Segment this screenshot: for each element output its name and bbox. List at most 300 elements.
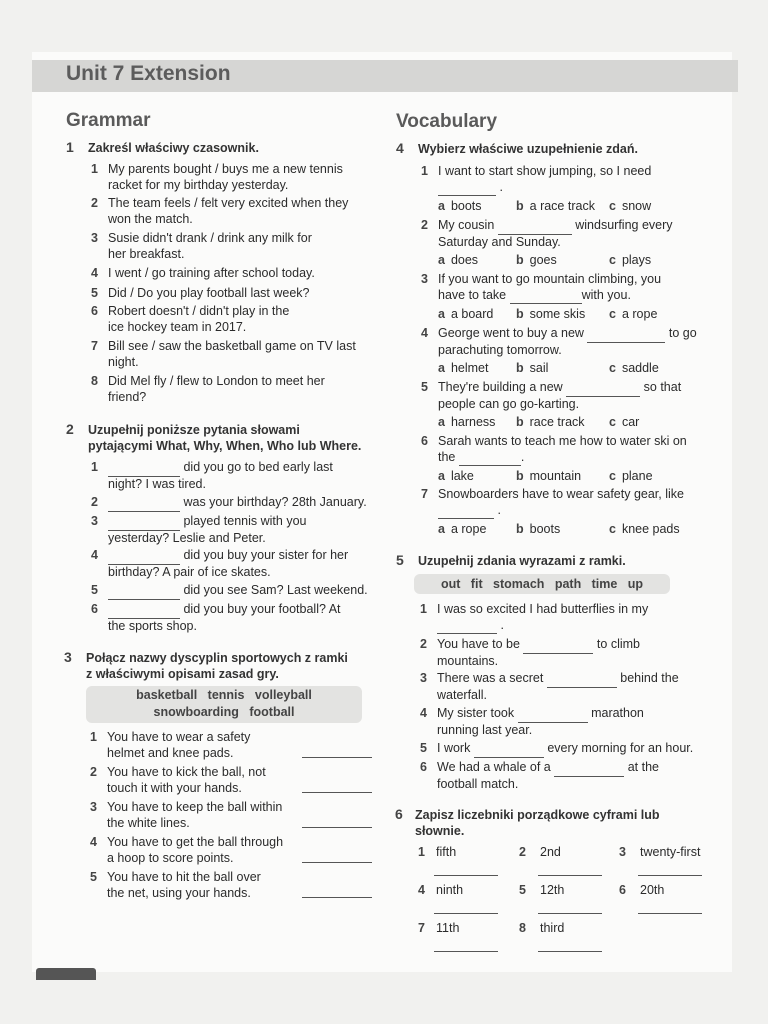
ex3-item (90, 870, 307, 901)
ordinal-number: 8 (519, 921, 526, 935)
ex1-item (91, 196, 378, 227)
item-number: 1 (421, 164, 428, 178)
item-text: . (520, 449, 525, 464)
item-line2 (438, 450, 728, 467)
answer-blank[interactable] (474, 741, 544, 758)
item-text: I was so excited I had butterflies in my (437, 602, 649, 616)
option-text: goes (529, 253, 557, 267)
item-line1 (437, 760, 732, 777)
option-text: a rope (450, 522, 487, 536)
vocabulary-heading: Vocabulary (396, 111, 498, 132)
item-line2: helmet and knee pads. (107, 745, 234, 760)
option-a[interactable] (438, 469, 474, 483)
item-line1 (437, 706, 732, 723)
item-number: 5 (91, 583, 98, 597)
item-line2: ice hockey team in 2017. (108, 319, 247, 334)
ex3-instruction-line1: Połącz nazwy dyscyplin sportowych z ramki (86, 651, 348, 665)
ex5-item (420, 760, 732, 792)
option-text: a race track (529, 199, 595, 213)
answer-blank[interactable] (108, 514, 180, 531)
item-line1: My parents bought / buys me a new tennis (108, 162, 343, 176)
option-letter: b (516, 199, 524, 213)
item-text: I want to start show jumping, so I need (438, 164, 652, 178)
answer-blank[interactable] (108, 548, 180, 565)
ordinal-value: 11th (436, 921, 460, 935)
answer-blank[interactable] (108, 602, 180, 619)
ex1-item (91, 266, 378, 282)
ex4-item (421, 434, 728, 466)
item-text: at the (627, 760, 659, 774)
item-line1: The team feels / felt very excited when they (108, 196, 349, 210)
item-number: 5 (421, 380, 428, 394)
item-text: Saturday and Sunday. (438, 234, 561, 249)
ex5-item (420, 637, 732, 669)
item-text: . (499, 179, 503, 194)
option-letter: c (609, 199, 616, 213)
item-number: 6 (420, 760, 427, 774)
item-text: parachuting tomorrow. (438, 342, 562, 357)
item-line1 (438, 272, 728, 288)
option-a[interactable] (438, 415, 495, 429)
item-number: 7 (91, 339, 98, 353)
ex2-item (91, 514, 383, 546)
ex2-item (91, 495, 383, 512)
item-line2: the net, using your hands. (107, 885, 251, 900)
ex3-item (90, 800, 307, 831)
item-number: 2 (90, 765, 97, 779)
item-text: football match. (437, 776, 519, 791)
ex2-item (91, 548, 383, 580)
option-letter: a (438, 307, 445, 321)
answer-blank[interactable] (566, 380, 640, 397)
option-letter: a (438, 469, 445, 483)
option-a[interactable] (438, 361, 488, 375)
item-line2: friend? (108, 389, 147, 404)
vocab-word-box: out fit stomach path time up (414, 574, 670, 594)
answer-line[interactable] (302, 897, 372, 898)
ordinal-answer-line[interactable] (638, 913, 702, 914)
ordinal-answer-line[interactable] (434, 875, 498, 876)
answer-line[interactable] (302, 827, 372, 828)
item-line1: You have to keep the ball within (107, 800, 283, 814)
ex6-number: 6 (395, 806, 403, 822)
option-b[interactable] (516, 522, 560, 536)
ordinal-number: 6 (619, 883, 626, 897)
option-text: plays (621, 253, 652, 267)
item-number: 3 (90, 800, 97, 814)
ordinal-value: fifth (436, 845, 457, 859)
option-text: boots (450, 199, 482, 213)
item-number: 2 (91, 196, 98, 210)
item-text: My cousin (438, 218, 495, 232)
ex1-instruction-text: Zakreśl właściwy czasownik. (88, 141, 259, 155)
item-number: 4 (90, 835, 97, 849)
item-number: 3 (91, 231, 98, 245)
item-line1: You have to wear a safety (107, 730, 251, 744)
option-letter: c (609, 253, 616, 267)
option-text: car (621, 415, 640, 429)
option-letter: a (438, 415, 445, 429)
answer-blank[interactable] (459, 450, 521, 467)
item-line1: Susie didn't drank / drink any milk for (108, 231, 312, 245)
item-line1 (437, 602, 732, 618)
item-line1: Robert doesn't / didn't play in the (108, 304, 290, 318)
option-letter: b (516, 522, 524, 536)
option-a[interactable] (438, 307, 493, 321)
option-text: a rope (621, 307, 658, 321)
ex3-instruction-line2: z właściwymi opisami zasad gry. (86, 667, 279, 681)
ex3-item (90, 730, 307, 761)
item-text: did you buy your sister for her (183, 548, 349, 562)
answer-blank[interactable] (108, 583, 180, 600)
option-letter: a (438, 253, 445, 267)
item-line2: birthday? A pair of ice skates. (108, 564, 271, 579)
item-number: 3 (420, 671, 427, 685)
item-text: every morning for an hour. (547, 741, 694, 755)
item-line1 (108, 602, 383, 619)
ex2-instruction (66, 421, 362, 454)
item-text: with you. (581, 287, 631, 302)
item-number: 6 (421, 434, 428, 448)
item-text: I work (437, 741, 471, 755)
item-line1 (108, 548, 383, 565)
option-b[interactable] (516, 361, 548, 375)
ordinal-value: ninth (436, 883, 464, 897)
ordinal-number: 2 (519, 845, 526, 859)
option-text: helmet (450, 361, 489, 375)
option-letter: b (516, 415, 524, 429)
option-c[interactable] (609, 415, 639, 429)
item-text: played tennis with you (183, 514, 307, 528)
item-line1 (438, 487, 728, 503)
ordinal-answer-line[interactable] (538, 913, 602, 914)
option-a[interactable] (438, 199, 482, 213)
item-text: did you go to bed early last (183, 460, 333, 474)
ex5-item (420, 741, 732, 758)
ordinal-answer-line[interactable] (638, 875, 702, 876)
item-line1: I went / go training after school today. (108, 266, 315, 280)
item-number: 1 (420, 602, 427, 616)
item-line2 (438, 235, 728, 251)
answer-blank[interactable] (437, 618, 497, 635)
ordinal-answer-line[interactable] (538, 875, 602, 876)
item-number: 6 (91, 304, 98, 318)
item-number: 3 (91, 514, 98, 528)
option-text: plane (621, 469, 653, 483)
sports-word-box (86, 686, 362, 723)
ex4-item (421, 326, 728, 358)
item-line2 (437, 777, 732, 793)
ex5-item (420, 706, 732, 738)
ex2-number: 2 (66, 421, 74, 437)
option-text: a board (450, 307, 494, 321)
item-number: 1 (90, 730, 97, 744)
item-text: windsurfing every (575, 218, 673, 232)
item-number: 6 (91, 602, 98, 616)
item-text: behind the (620, 671, 679, 685)
answer-line[interactable] (302, 757, 372, 758)
item-line1: Bill see / saw the basketball game on TV last (108, 339, 356, 353)
item-line1 (108, 495, 383, 512)
option-a[interactable] (438, 253, 478, 267)
item-line2 (437, 688, 732, 704)
ordinal-value: third (540, 921, 565, 935)
item-number: 5 (420, 741, 427, 755)
ex2-instruction-line1: Uzupełnij poniższe pytania słowami (88, 423, 300, 437)
item-text: George went to buy a new (438, 326, 584, 340)
option-a[interactable] (438, 522, 486, 536)
option-letter: c (609, 522, 616, 536)
ex1-item (91, 374, 378, 405)
option-letter: a (438, 361, 445, 375)
ex3-item (90, 765, 307, 796)
answer-blank[interactable] (108, 460, 180, 477)
item-line2 (438, 343, 728, 359)
ex6-instruction-line1: Zapisz liczebniki porządkowe cyframi lub (415, 808, 660, 822)
ordinal-number: 4 (418, 883, 425, 897)
ordinal-value: 20th (640, 883, 665, 897)
option-letter: b (516, 361, 524, 375)
item-line1 (438, 164, 728, 180)
sports-box-line1: basketball tennis volleyball (136, 688, 312, 702)
option-b[interactable] (516, 253, 557, 267)
option-text: sail (529, 361, 549, 375)
item-text: There was a secret (437, 671, 544, 685)
ex3-instruction (64, 649, 348, 682)
option-text: some skis (529, 307, 586, 321)
item-line2 (438, 397, 728, 413)
option-b[interactable] (516, 199, 595, 213)
ordinal-value: 2nd (540, 845, 561, 859)
item-line2: won the match. (108, 211, 193, 226)
option-c[interactable] (609, 361, 659, 375)
option-b[interactable] (516, 415, 585, 429)
ex3-item (90, 835, 307, 866)
item-line1: You have to kick the ball, not (107, 765, 266, 779)
option-b[interactable] (516, 469, 581, 483)
ex1-item (91, 231, 378, 262)
item-text: mountains. (437, 653, 499, 668)
item-text: the (438, 449, 456, 464)
ex4-item (421, 487, 728, 519)
item-number: 1 (91, 460, 98, 474)
item-line1 (437, 637, 732, 654)
ex5-item (420, 671, 732, 703)
option-text: knee pads (621, 522, 680, 536)
item-text: Sarah wants to teach me how to water ski on (438, 434, 687, 448)
option-c[interactable] (609, 199, 651, 213)
ex4-item (421, 272, 728, 304)
ex2-item (91, 583, 383, 600)
item-number: 4 (91, 548, 98, 562)
answer-line[interactable] (302, 792, 372, 793)
ordinal-number: 3 (619, 845, 626, 859)
answer-blank[interactable] (438, 180, 496, 197)
option-letter: c (609, 469, 616, 483)
ex4-instruction (396, 140, 638, 157)
item-text: did you see Sam? Last weekend. (183, 583, 368, 597)
ex1-item (91, 339, 378, 370)
item-line2 (437, 723, 732, 739)
ex1-item (91, 162, 378, 193)
item-line2: racket for my birthday yesterday. (108, 177, 289, 192)
item-line2: night. (108, 354, 139, 369)
item-text: marathon (591, 706, 644, 720)
option-letter: b (516, 469, 524, 483)
item-line1 (437, 741, 732, 758)
item-text: . (497, 502, 501, 517)
sports-box-line2: snowboarding football (153, 705, 295, 719)
item-line2: the sports shop. (108, 618, 197, 633)
ex6-instruction-line2: słownie. (415, 824, 465, 838)
item-text: We had a whale of a (437, 760, 551, 774)
answer-blank[interactable] (518, 706, 588, 723)
item-text: have to take (438, 287, 507, 302)
item-text: . (500, 617, 504, 632)
option-text: boots (529, 522, 561, 536)
ordinal-value: twenty-first (640, 845, 701, 859)
item-line1 (438, 434, 728, 450)
ex4-instruction-text: Wybierz właściwe uzupełnienie zdań. (418, 142, 638, 156)
ex1-number: 1 (66, 139, 74, 155)
ex1-item (91, 286, 378, 302)
answer-blank[interactable] (510, 288, 582, 305)
item-number: 5 (90, 870, 97, 884)
item-text: people can go go-karting. (438, 396, 580, 411)
item-number: 2 (421, 218, 428, 232)
grammar-heading: Grammar (66, 110, 151, 131)
unit-title: Unit 7 Extension (66, 62, 231, 85)
option-c[interactable] (609, 307, 657, 321)
page-number-tab (36, 968, 96, 980)
item-text: My sister took (437, 706, 515, 720)
item-text: waterfall. (437, 687, 488, 702)
item-text: to climb (596, 637, 640, 651)
ordinal-number: 5 (519, 883, 526, 897)
ex1-instruction (66, 139, 259, 156)
answer-blank[interactable] (438, 503, 494, 520)
ex2-instruction-line2: pytającymi What, Why, When, Who lub Where. (88, 439, 362, 453)
item-text: If you want to go mountain climbing, you (438, 272, 662, 286)
option-text: does (450, 253, 479, 267)
option-letter: c (609, 415, 616, 429)
item-line1: Did Mel fly / flew to London to meet her (108, 374, 325, 388)
option-letter: b (516, 253, 524, 267)
option-text: harness (450, 415, 496, 429)
ex4-item (421, 164, 728, 196)
ordinal-answer-line[interactable] (434, 951, 498, 952)
item-number: 7 (421, 487, 428, 501)
answer-blank[interactable] (587, 326, 665, 343)
item-line2 (437, 654, 732, 670)
item-number: 5 (91, 286, 98, 300)
option-letter: c (609, 361, 616, 375)
item-number: 2 (91, 495, 98, 509)
item-line1: You have to get the ball through (107, 835, 284, 849)
option-text: mountain (529, 469, 582, 483)
item-line1 (108, 514, 383, 531)
item-line1 (108, 460, 383, 477)
ordinal-number: 7 (418, 921, 425, 935)
item-line2: night? I was tired. (108, 476, 206, 491)
item-line2 (438, 288, 728, 305)
ex1-item (91, 304, 378, 335)
item-number: 1 (91, 162, 98, 176)
ordinal-value: 12th (540, 883, 565, 897)
answer-blank[interactable] (498, 218, 572, 235)
ordinal-answer-line[interactable] (538, 951, 602, 952)
answer-blank[interactable] (554, 760, 624, 777)
option-letter: a (438, 199, 445, 213)
item-text: They're building a new (438, 380, 563, 394)
item-number: 3 (421, 272, 428, 286)
option-text: lake (450, 469, 474, 483)
answer-blank[interactable] (108, 495, 180, 512)
item-line2: a hoop to score points. (107, 850, 234, 865)
item-line1: You have to hit the ball over (107, 870, 261, 884)
item-text: did you buy your football? At (183, 602, 341, 616)
item-text: You have to be (437, 637, 520, 651)
ex5-item (420, 602, 732, 634)
ex5-instruction (396, 552, 626, 569)
item-line2 (438, 180, 728, 197)
item-text: so that (643, 380, 682, 394)
item-line2: touch it with your hands. (107, 780, 242, 795)
option-b[interactable] (516, 307, 585, 321)
item-number: 8 (91, 374, 98, 388)
ex3-number: 3 (64, 649, 72, 665)
item-line1 (438, 380, 728, 397)
item-number: 4 (420, 706, 427, 720)
ordinal-number: 1 (418, 845, 425, 859)
item-text: was your birthday? 28th January. (183, 495, 367, 509)
item-text: to go (668, 326, 697, 340)
ex4-item (421, 218, 728, 250)
item-line2 (438, 503, 728, 520)
option-text: race track (529, 415, 585, 429)
item-line2: her breakfast. (108, 246, 185, 261)
item-number: 4 (421, 326, 428, 340)
option-c[interactable] (609, 522, 680, 536)
option-text: saddle (621, 361, 659, 375)
item-line2: yesterday? Leslie and Peter. (108, 530, 266, 545)
option-letter: b (516, 307, 524, 321)
option-letter: c (609, 307, 616, 321)
item-number: 4 (91, 266, 98, 280)
item-line1 (438, 326, 728, 343)
ex2-item (91, 602, 383, 634)
item-line1: Did / Do you play football last week? (108, 286, 310, 300)
ex5-instruction-text: Uzupełnij zdania wyrazami z ramki. (418, 554, 626, 568)
option-text: snow (621, 199, 652, 213)
answer-blank[interactable] (523, 637, 593, 654)
ordinal-answer-line[interactable] (434, 913, 498, 914)
option-c[interactable] (609, 469, 653, 483)
ex6-instruction (395, 806, 660, 839)
option-c[interactable] (609, 253, 651, 267)
ex2-item (91, 460, 383, 492)
option-letter: a (438, 522, 445, 536)
ex4-number: 4 (396, 140, 404, 156)
ex5-number: 5 (396, 552, 404, 568)
ex4-item (421, 380, 728, 412)
item-text: running last year. (437, 722, 533, 737)
answer-line[interactable] (302, 862, 372, 863)
item-line1 (438, 218, 728, 235)
item-text: Snowboarders have to wear safety gear, like (438, 487, 684, 501)
item-line2 (437, 618, 732, 635)
answer-blank[interactable] (547, 671, 617, 688)
